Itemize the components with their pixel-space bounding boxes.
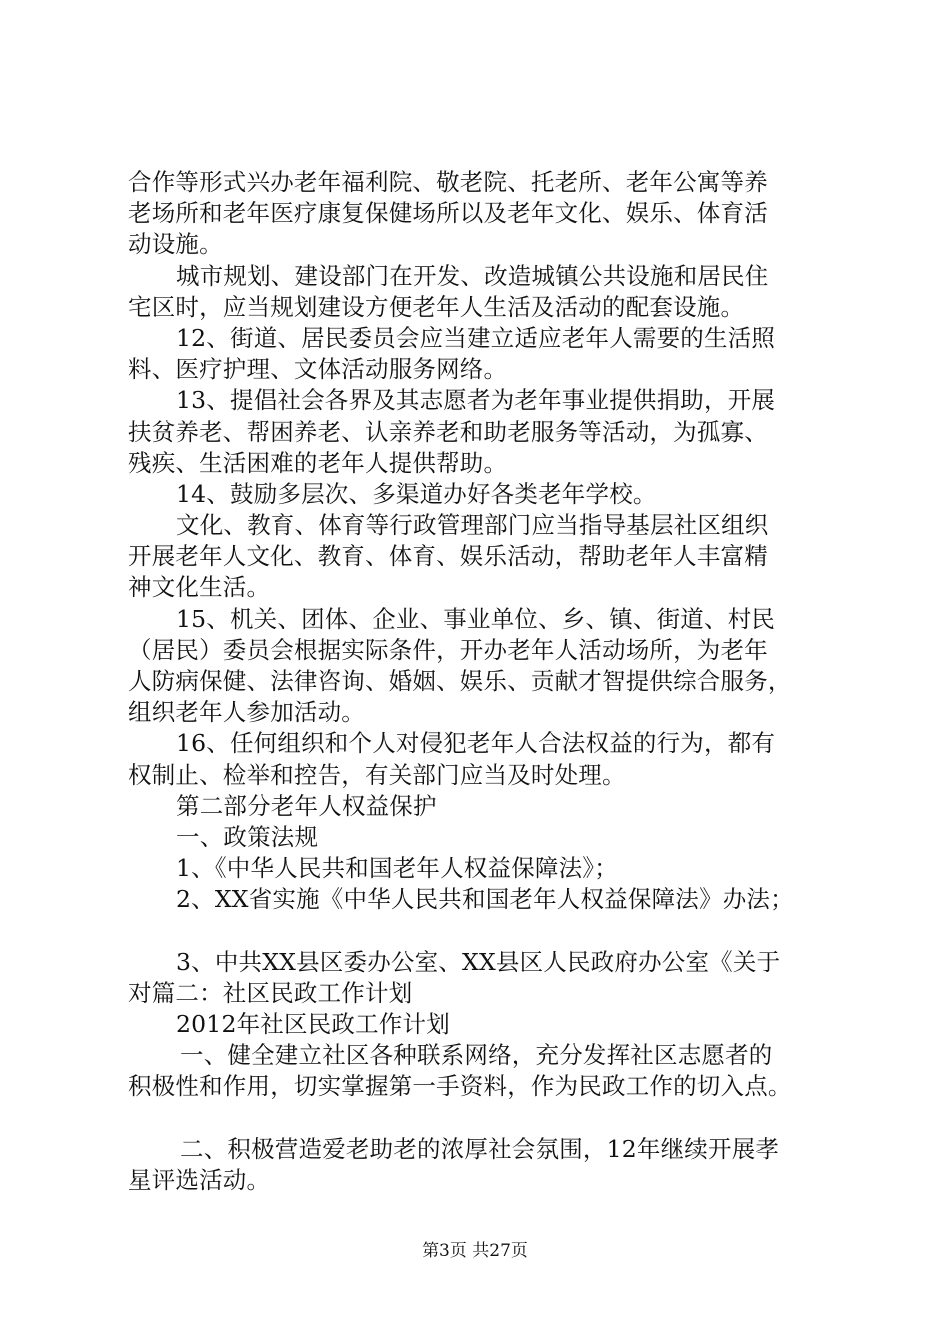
text-line: 料、医疗护理、文体活动服务网络。: [128, 355, 508, 384]
page-number-footer: 第3页 共27页: [422, 1241, 528, 1261]
paragraph-start: 16、任何组织和个人对侵犯老年人合法权益的行为，都有: [176, 729, 776, 758]
list-item: 1、《中华人民共和国老年人权益保障法》；: [176, 854, 618, 883]
blank-line: [128, 916, 848, 947]
list-item: 2、XX省实施《中华人民共和国老年人权益保障法》办法；: [176, 885, 794, 914]
text-line: 积极性和作用，切实掌握第一手资料，作为民政工作的切入点。: [128, 1072, 792, 1101]
paragraph-start: 15、机关、团体、企业、事业单位、乡、镇、街道、村民: [176, 604, 776, 633]
paragraph-start: 文化、教育、体育等行政管理部门应当指导基层社区组织: [176, 511, 769, 540]
paragraph-start: 一、健全建立社区各种联系网络，充分发挥社区志愿者的: [180, 1041, 773, 1070]
text-line: （居民）委员会根据实际条件，开办老年人活动场所，为老年: [128, 635, 768, 664]
list-item: 3、中共XX县区委办公室、XX县区人民政府办公室《关于: [176, 947, 781, 976]
text-line: 人防病保健、法律咨询、婚姻、娱乐、贡献才智提供综合服务，: [128, 667, 792, 695]
text-line: 神文化生活。: [128, 573, 271, 602]
text-line: 动设施。: [128, 230, 223, 259]
paragraph-start: 13、提倡社会各界及其志愿者为老年事业提供捐助，开展: [176, 386, 776, 415]
section-heading: 第二部分老年人权益保护: [176, 791, 437, 820]
paragraph-start: 12、街道、居民委员会应当建立适应老年人需要的生活照: [176, 323, 776, 352]
blank-line: [128, 1103, 848, 1134]
text-line: 对篇二：社区民政工作计划: [128, 978, 413, 1007]
text-line: 合作等形式兴办老年福利院、敬老院、托老所、老年公寓等养: [128, 168, 768, 196]
section-title: 2012年社区民政工作计划: [176, 1010, 450, 1039]
paragraph-start: 二、积极营造爱老助老的浓厚社会氛围，12年继续开展孝: [180, 1134, 780, 1163]
text-line: 宅区时，应当规划建设方便老年人生活及活动的配套设施。: [128, 292, 745, 321]
text-line: 老场所和老年医疗康复保健场所以及老年文化、娱乐、体育活: [128, 199, 768, 228]
subsection-heading: 一、政策法规: [176, 822, 319, 851]
text-line: 开展老年人文化、教育、体育、娱乐活动，帮助老年人丰富精: [128, 542, 768, 571]
text-line: 组织老年人参加活动。: [128, 698, 365, 727]
text-line: 扶贫养老、帮困养老、认亲养老和助老服务等活动，为孤寡、: [128, 417, 768, 446]
text-line: 权制止、检举和控告，有关部门应当及时处理。: [128, 760, 626, 789]
text-line: 残疾、生活困难的老年人提供帮助。: [128, 448, 508, 477]
text-line: 星评选活动。: [128, 1166, 271, 1194]
document-body: [128, 167, 848, 1196]
paragraph-start: 14、鼓励多层次、多渠道办好各类老年学校。: [176, 479, 657, 508]
paragraph-start: 城市规划、建设部门在开发、改造城镇公共设施和居民住: [176, 261, 769, 290]
